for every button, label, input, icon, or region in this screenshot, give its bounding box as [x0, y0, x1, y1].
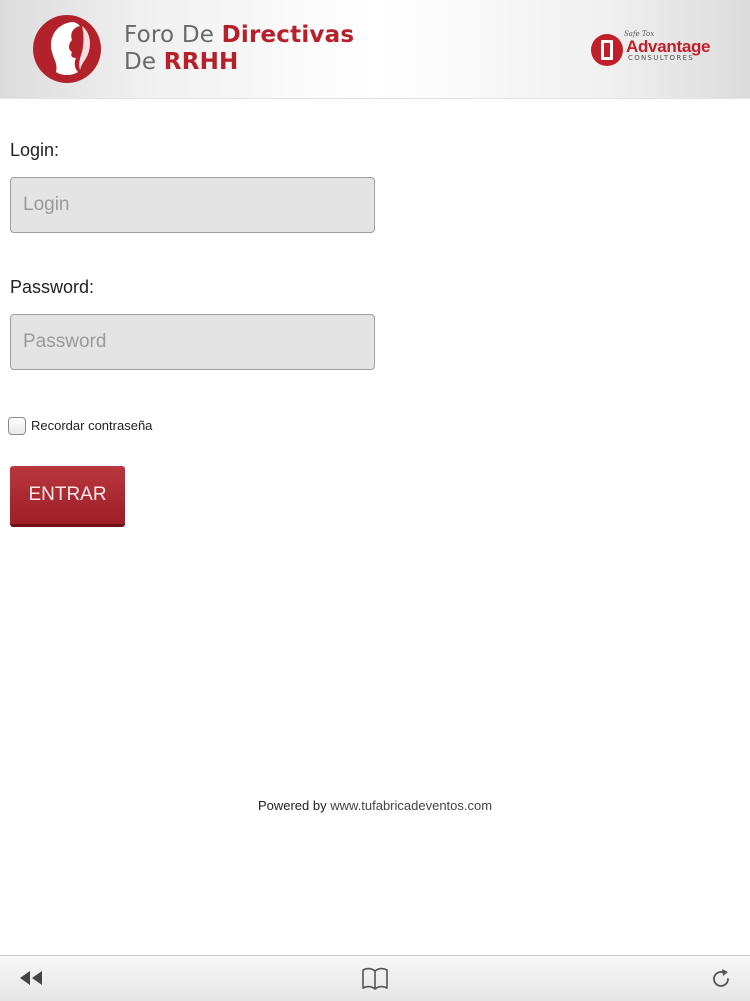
partner-subtitle: CONSULTORES — [628, 54, 694, 62]
app-header — [0, 0, 750, 99]
login-input[interactable] — [10, 177, 375, 233]
advantage-logo-icon — [590, 33, 624, 67]
woman-profile-logo-icon — [32, 14, 102, 84]
password-input[interactable] — [10, 314, 375, 370]
login-label: Login: — [10, 140, 60, 160]
powered-by: Powered by www.tufabricadeventos.com — [257, 798, 493, 813]
remember-password-checkbox[interactable] — [8, 417, 26, 435]
rewind-icon[interactable] — [18, 967, 44, 989]
reload-icon[interactable] — [709, 967, 733, 991]
site-title: Foro De Directivas De RRHH — [124, 22, 355, 75]
browser-toolbar — [0, 955, 750, 1001]
powered-by-link[interactable]: www.tufabricadeventos.com — [330, 798, 493, 813]
partner-name: Advantage — [626, 37, 711, 56]
partner-logo — [590, 30, 718, 70]
book-icon[interactable] — [361, 967, 389, 991]
remember-password-label[interactable]: Recordar contraseña — [31, 418, 153, 433]
login-submit-button[interactable]: ENTRAR — [10, 466, 125, 524]
partner-tagline: Safe Tox — [624, 30, 655, 38]
password-label: Password: — [10, 277, 95, 297]
